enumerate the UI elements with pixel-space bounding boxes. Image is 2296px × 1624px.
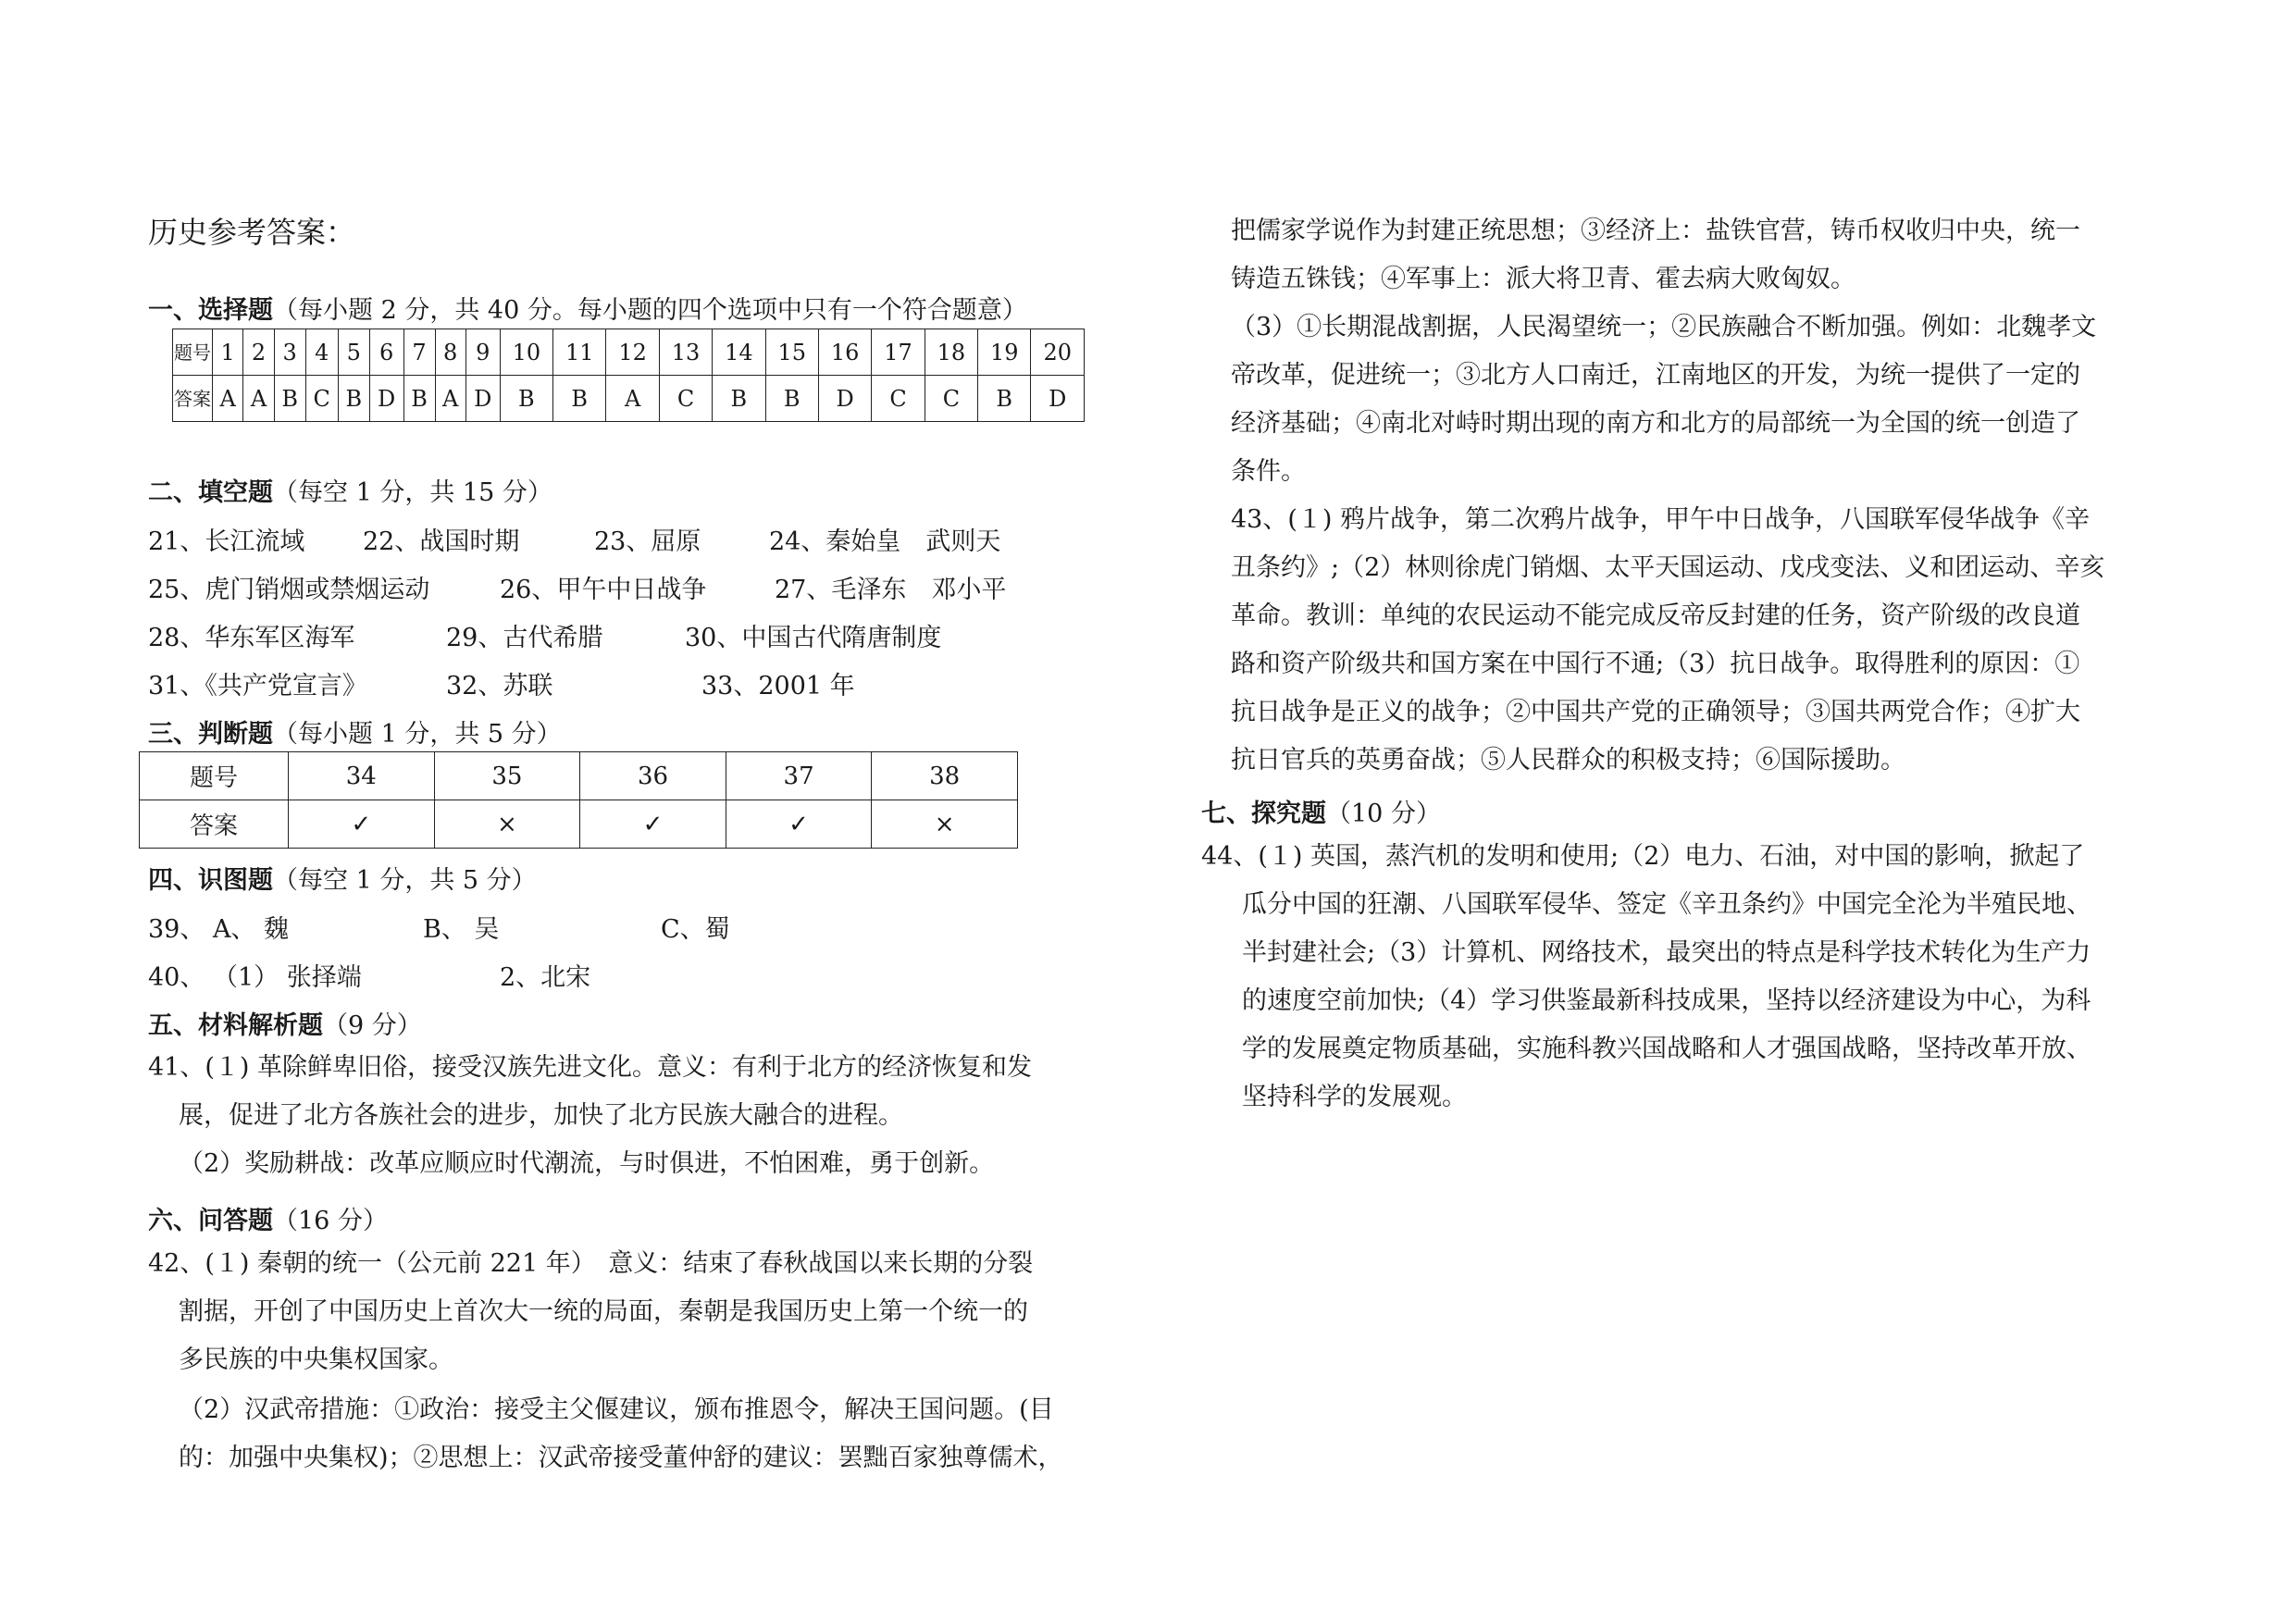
fill-answer: 23、屈原 xyxy=(594,527,701,556)
fill-answer: 25、虎门销烟或禁烟运动 xyxy=(148,576,430,604)
answer-cell: B xyxy=(713,376,765,422)
answer-cell: A xyxy=(606,376,659,422)
answer-cell: D xyxy=(1031,376,1085,422)
row-label-number: 题号 xyxy=(140,752,289,800)
fill-answer: 30、中国古代隋唐制度 xyxy=(685,624,942,652)
answer-line: 学的发展奠定物质基础，实施科教兴国战略和人才强国战略，坚持改革开放、 xyxy=(1242,1035,2091,1063)
section-7-heading xyxy=(1201,793,1441,829)
answer-line: 的：加强中央集权)；②思想上：汉武帝接受董仲舒的建议：罢黜百家独尊儒术， xyxy=(179,1444,1063,1472)
answer-line: 展，促进了北方各族社会的进步，加快了北方民族大融合的进程。 xyxy=(179,1101,903,1130)
answer-line: 坚持科学的发展观。 xyxy=(1242,1083,1467,1111)
section-2-heading xyxy=(148,472,552,508)
question-number-cell: 6 xyxy=(369,329,403,376)
section-5-note: （9 分） xyxy=(323,1011,422,1040)
answer-cell: D xyxy=(369,376,403,422)
section-3-heading xyxy=(148,713,562,750)
answer-cell: ✓ xyxy=(726,800,872,849)
map-answer: B、 吴 xyxy=(423,915,500,944)
section-4-note: （每空 1 分，共 5 分） xyxy=(273,866,537,895)
map-answer: 39、 A、 魏 xyxy=(148,915,290,944)
answer-cell: B xyxy=(765,376,818,422)
section-7-note: （10 分） xyxy=(1326,800,1441,828)
answer-cell: B xyxy=(403,376,435,422)
fill-answer: 28、华东军区海军 xyxy=(148,624,355,652)
row-label-answer: 答案 xyxy=(173,376,213,422)
answer-line: 42、(１) 秦朝的统一（公元前 221 年） 意义：结束了春秋战国以来长期的分裂 xyxy=(148,1249,1034,1278)
judge-number-row xyxy=(140,752,1018,800)
section-3-title: 三、判断题 xyxy=(148,720,273,749)
fill-answer: 27、毛泽东 邓小平 xyxy=(775,576,1007,604)
answer-line: 条件。 xyxy=(1231,457,1306,486)
section-5-title: 五、材料解析题 xyxy=(148,1011,323,1040)
answer-cell: A xyxy=(243,376,274,422)
map-answer: 2、北宋 xyxy=(500,963,591,992)
judge-answer-row xyxy=(140,800,1018,849)
question-number-cell: 20 xyxy=(1031,329,1085,376)
answer-cell: × xyxy=(872,800,1018,849)
answer-cell: C xyxy=(872,376,925,422)
answer-line: 多民族的中央集权国家。 xyxy=(179,1345,453,1374)
fill-answer: 32、苏联 xyxy=(446,672,553,700)
fill-answer: 29、古代希腊 xyxy=(446,624,603,652)
section-1-heading xyxy=(148,290,1027,326)
answer-line: 41、(１) 革除鲜卑旧俗，接受汉族先进文化。意义：有利于北方的经济恢复和发 xyxy=(148,1053,1033,1082)
question-number-cell: 34 xyxy=(289,752,435,800)
question-number-cell: 15 xyxy=(765,329,818,376)
answer-cell: × xyxy=(434,800,580,849)
question-number-cell: 3 xyxy=(274,329,305,376)
question-number-cell: 35 xyxy=(434,752,580,800)
answer-line: 的速度空前加快;（4）学习供鉴最新科技成果，坚持以经济建设为中心，为科 xyxy=(1242,986,2091,1015)
answer-line: 丑条约》;（2）林则徐虎门销烟、太平天国运动、戊戌变法、义和团运动、辛亥 xyxy=(1231,553,2105,582)
page-title: 历史参考答案： xyxy=(148,215,356,250)
answer-line: 帝改革，促进统一；③北方人口南迁，江南地区的开发，为统一提供了一定的 xyxy=(1231,361,2080,390)
answer-line: （2）汉武帝措施：①政治：接受主父偃建议，颁布推恩令，解决王国问题。(目 xyxy=(179,1395,1054,1424)
section-6-title: 六、问答题 xyxy=(148,1207,273,1235)
section-2-title: 二、填空题 xyxy=(148,478,273,507)
answer-cell: B xyxy=(978,376,1031,422)
answer-line: 44、(１) 英国，蒸汽机的发明和使用;（2）电力、石油，对中国的影响，掀起了 xyxy=(1201,842,2085,871)
section-1-note: （每小题 2 分，共 40 分。每小题的四个选项中只有一个符合题意） xyxy=(273,296,1027,325)
answer-line: 经济基础；④南北对峙时期出现的南方和北方的局部统一为全国的统一创造了 xyxy=(1231,409,2080,438)
answer-cell: B xyxy=(500,376,552,422)
section-1-title: 一、选择题 xyxy=(148,296,273,325)
question-number-cell: 11 xyxy=(553,329,606,376)
fill-answer: 33、2001 年 xyxy=(701,672,855,700)
answer-cell: C xyxy=(925,376,977,422)
fill-answer: 21、长江流域 xyxy=(148,527,305,556)
answer-line: 43、(１) 鸦片战争，第二次鸦片战争，甲午中日战争，八国联军侵华战争《辛 xyxy=(1231,505,2091,534)
section-3-note: （每小题 1 分，共 5 分） xyxy=(273,720,562,749)
choice-answer-table xyxy=(172,329,1085,422)
answer-cell: B xyxy=(274,376,305,422)
answer-line: 革命。教训：单纯的农民运动不能完成反帝反封建的任务，资产阶级的改良道 xyxy=(1231,601,2080,630)
section-6-note: （16 分） xyxy=(273,1207,388,1235)
question-number-cell: 14 xyxy=(713,329,765,376)
section-4-heading xyxy=(148,860,537,896)
question-number-cell: 17 xyxy=(872,329,925,376)
section-7-title: 七、探究题 xyxy=(1201,800,1326,828)
answer-line: 半封建社会;（3）计算机、网络技术，最突出的特点是科学技术转化为生产力 xyxy=(1242,938,2091,967)
question-number-cell: 5 xyxy=(338,329,369,376)
fill-answer: 24、秦始皇 武则天 xyxy=(769,527,1001,556)
question-number-cell: 12 xyxy=(606,329,659,376)
answer-line: （2）奖励耕战：改革应顺应时代潮流，与时俱进，不怕困难，勇于创新。 xyxy=(179,1149,995,1178)
answer-line: 割据，开创了中国历史上首次大一统的局面，秦朝是我国历史上第一个统一的 xyxy=(179,1297,1028,1326)
fill-answer: 31、《共产党宣言》 xyxy=(148,672,367,700)
fill-answer: 26、甲午中日战争 xyxy=(500,576,707,604)
question-number-cell: 37 xyxy=(726,752,872,800)
answer-line: 把儒家学说作为封建正统思想；③经济上：盐铁官营，铸币权收归中央，统一 xyxy=(1231,217,2080,245)
question-number-cell: 18 xyxy=(925,329,977,376)
answer-cell: A xyxy=(213,376,243,422)
map-answer: 40、 （1） 张择端 xyxy=(148,963,362,992)
question-number-cell: 2 xyxy=(243,329,274,376)
section-6-heading xyxy=(148,1200,388,1236)
answer-line: （3）①长期混战割据，人民渴望统一；②民族融合不断加强。例如：北魏孝文 xyxy=(1231,313,2097,341)
question-number-cell: 38 xyxy=(872,752,1018,800)
answer-cell: ✓ xyxy=(289,800,435,849)
question-number-cell: 7 xyxy=(403,329,435,376)
judge-answer-table xyxy=(139,751,1018,849)
answer-cell: A xyxy=(435,376,465,422)
question-number-cell: 36 xyxy=(580,752,726,800)
choice-number-row xyxy=(173,329,1085,376)
map-answer: C、蜀 xyxy=(661,915,730,944)
question-number-cell: 16 xyxy=(818,329,871,376)
section-2-note: （每空 1 分，共 15 分） xyxy=(273,478,552,507)
answer-cell: C xyxy=(305,376,338,422)
answer-cell: B xyxy=(338,376,369,422)
answer-cell: B xyxy=(553,376,606,422)
answer-line: 抗日官兵的英勇奋战；⑤人民群众的积极支持；⑥国际援助。 xyxy=(1231,746,1905,775)
fill-answer: 22、战国时期 xyxy=(363,527,520,556)
question-number-cell: 13 xyxy=(659,329,712,376)
question-number-cell: 4 xyxy=(305,329,338,376)
section-4-title: 四、识图题 xyxy=(148,866,273,895)
answer-cell: D xyxy=(465,376,500,422)
question-number-cell: 10 xyxy=(500,329,552,376)
question-number-cell: 19 xyxy=(978,329,1031,376)
answer-line: 路和资产阶级共和国方案在中国行不通;（3）抗日战争。取得胜利的原因：① xyxy=(1231,650,2080,678)
question-number-cell: 1 xyxy=(213,329,243,376)
answer-cell: ✓ xyxy=(580,800,726,849)
row-label-answer: 答案 xyxy=(140,800,289,849)
question-number-cell: 8 xyxy=(435,329,465,376)
question-number-cell: 9 xyxy=(465,329,500,376)
answer-cell: D xyxy=(818,376,871,422)
answer-cell: C xyxy=(659,376,712,422)
section-5-heading xyxy=(148,1005,422,1041)
answer-line: 铸造五铢钱；④军事上：派大将卫青、霍去病大败匈奴。 xyxy=(1231,265,1855,293)
choice-answer-row xyxy=(173,376,1085,422)
row-label-number: 题号 xyxy=(173,329,213,376)
answer-line: 瓜分中国的狂潮、八国联军侵华、签定《辛丑条约》中国完全沦为半殖民地、 xyxy=(1242,890,2091,919)
answer-line: 抗日战争是正义的战争；②中国共产党的正确领导；③国共两党合作；④扩大 xyxy=(1231,698,2080,726)
